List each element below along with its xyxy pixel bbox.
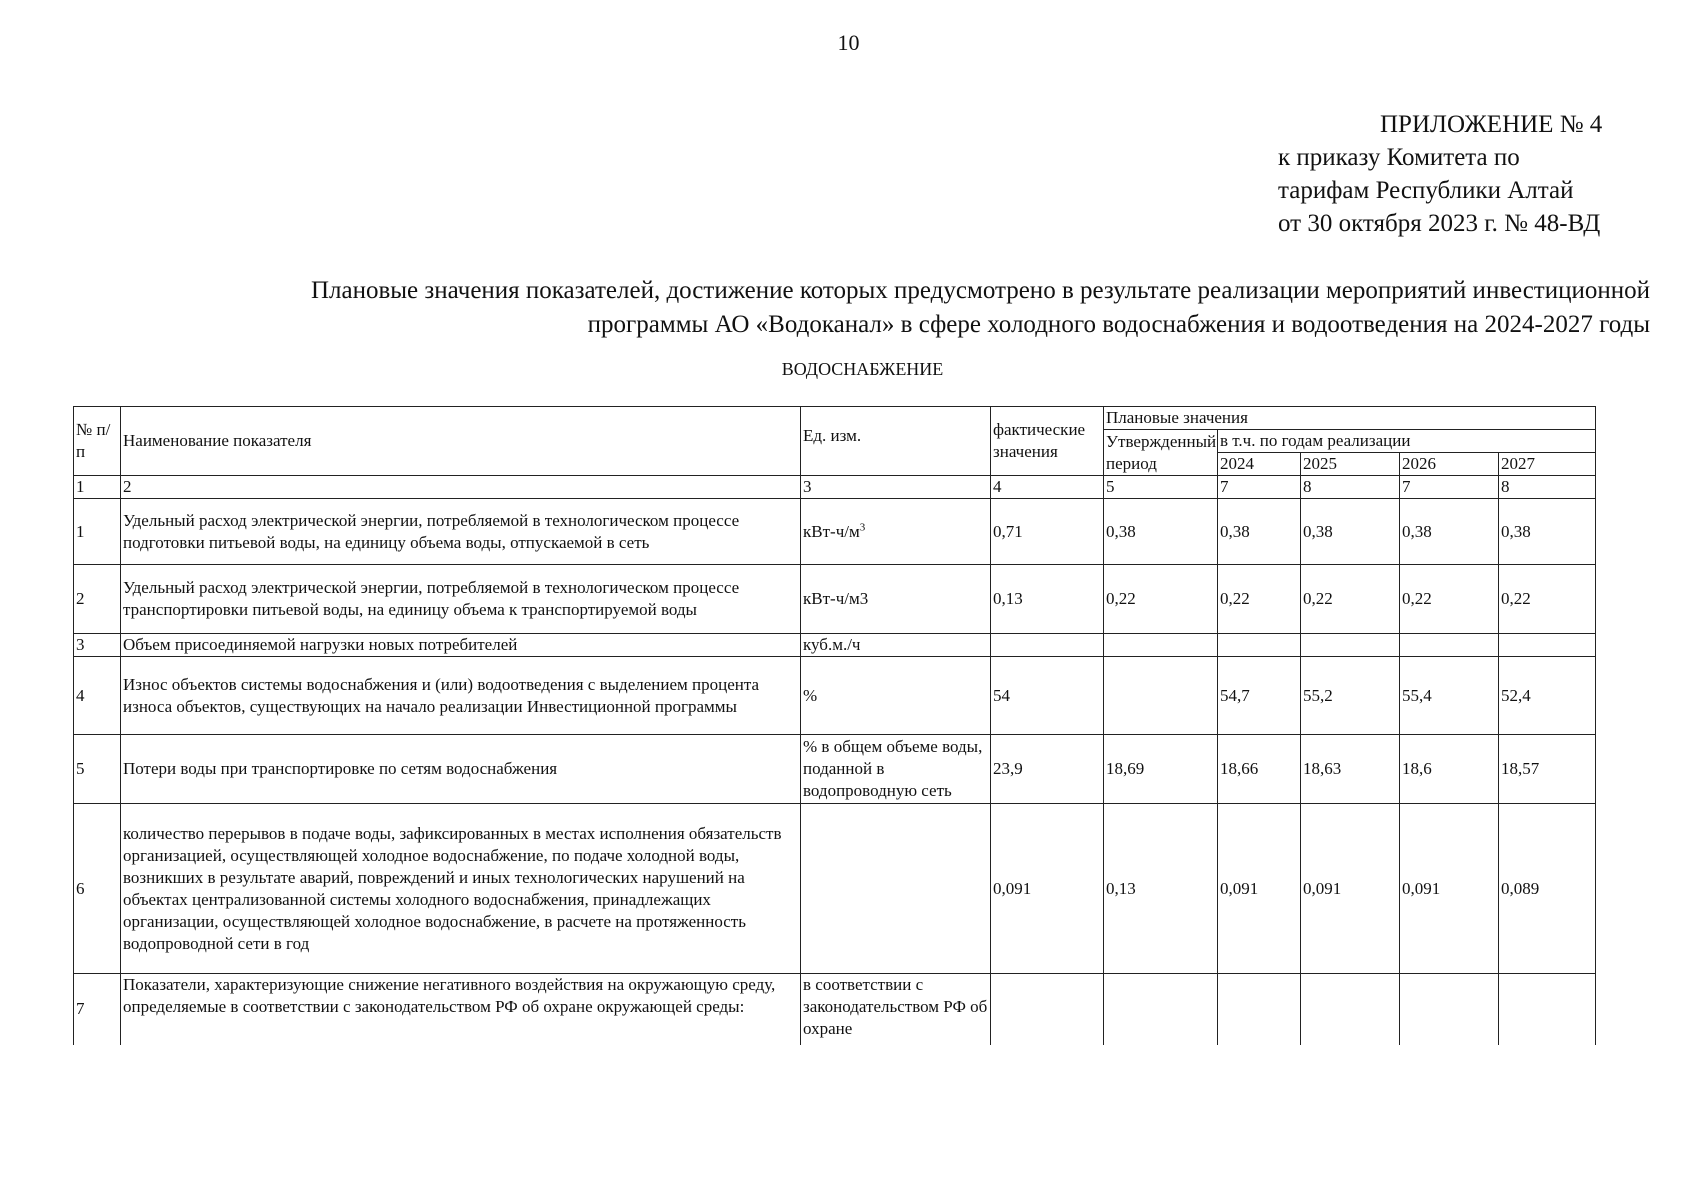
row-2025: 55,2	[1301, 657, 1400, 735]
row-2026: 55,4	[1400, 657, 1499, 735]
column-number: 1	[74, 476, 121, 499]
column-number-row	[74, 476, 1596, 499]
row-unit: %	[801, 657, 991, 735]
row-name: Износ объектов системы водоснабжения и (или) водоотведения с выделением процента износа объектов, существующих на начало реализации Инвестиционной программы	[121, 657, 801, 735]
row-2027: 0,38	[1499, 499, 1596, 565]
row-num: 2	[74, 565, 121, 634]
row-name: Потери воды при транспортировке по сетям водоснабжения	[121, 735, 801, 804]
table-row	[74, 499, 1596, 565]
table-row	[74, 804, 1596, 974]
row-2025: 18,63	[1301, 735, 1400, 804]
row-actual: 54	[991, 657, 1104, 735]
row-actual: 0,091	[991, 804, 1104, 974]
document-title	[100, 274, 1650, 342]
header-approved: Утвержденный период	[1104, 430, 1218, 476]
table-row	[74, 974, 1596, 1045]
header-unit: Ед. изм.	[801, 407, 991, 476]
row-2027: 52,4	[1499, 657, 1596, 735]
row-2024	[1218, 974, 1301, 1045]
row-2026	[1400, 974, 1499, 1045]
row-unit: кВт-ч/м3	[801, 565, 991, 634]
row-2025: 0,22	[1301, 565, 1400, 634]
column-number: 8	[1301, 476, 1400, 499]
column-number: 2	[121, 476, 801, 499]
row-unit: куб.м./ч	[801, 634, 991, 657]
table-row	[74, 634, 1596, 657]
row-unit: в соответствии с законодательством РФ об охране	[801, 974, 991, 1045]
row-num: 1	[74, 499, 121, 565]
row-name: Показатели, характеризующие снижение негативного воздействия на окружающую среду, определяемые в соответствии с законодательством РФ об охране окружающей среды:	[121, 974, 801, 1045]
page-number: 10	[837, 30, 860, 55]
row-num: 4	[74, 657, 121, 735]
row-unit-sup: 3	[859, 520, 866, 533]
row-2024: 0,22	[1218, 565, 1301, 634]
row-unit	[801, 499, 991, 565]
row-actual	[991, 634, 1104, 657]
row-unit	[801, 804, 991, 974]
header-year: 2025	[1301, 453, 1400, 476]
row-2027	[1499, 974, 1596, 1045]
row-actual: 0,13	[991, 565, 1104, 634]
row-approved: 18,69	[1104, 735, 1218, 804]
appendix-block	[1278, 108, 1602, 240]
document-title-line: Плановые значения показателей, достижение которых предусмотрено в результате реализации мероприятий инвестиционной	[310, 277, 1650, 304]
header-row	[74, 407, 1596, 430]
appendix-line: тарифам Республики Алтай	[1278, 177, 1574, 204]
table-row	[74, 565, 1596, 634]
column-number: 7	[1400, 476, 1499, 499]
header-year: 2027	[1499, 453, 1596, 476]
row-2025	[1301, 634, 1400, 657]
row-2024: 54,7	[1218, 657, 1301, 735]
header-num: № п/п	[74, 407, 121, 476]
header-year: 2024	[1218, 453, 1301, 476]
indicators-table	[73, 406, 1596, 1045]
row-2025	[1301, 974, 1400, 1045]
row-actual: 23,9	[991, 735, 1104, 804]
row-2027: 0,089	[1499, 804, 1596, 974]
row-2025: 0,38	[1301, 499, 1400, 565]
appendix-line: к приказу Комитета по	[1278, 144, 1520, 171]
column-number: 5	[1104, 476, 1218, 499]
row-2027: 18,57	[1499, 735, 1596, 804]
row-2026: 0,091	[1400, 804, 1499, 974]
row-approved: 0,13	[1104, 804, 1218, 974]
row-actual	[991, 974, 1104, 1045]
section-title-text: ВОДОСНАБЖЕНИЕ	[781, 359, 944, 379]
row-2027	[1499, 634, 1596, 657]
document-title-line: программы АО «Водоканал» в сфере холодного водоснабжения и водоотведения на 2024-2027 годы	[587, 311, 1650, 338]
row-2026: 0,22	[1400, 565, 1499, 634]
row-unit-text: кВт-ч/м	[803, 521, 860, 541]
row-name: количество перерывов в подаче воды, зафиксированных в местах исполнения обязательств организацией, осуществляющей холодное водоснабжение, по подаче холодной воды, возникших в результате аварий, повреждений и иных технологических нарушений на объектах централизованной системы холодного водоснабжения, принадлежащих организации, осуществляющей холодное водоснабжение, в расчете на протяженность водопроводной сети в год	[121, 804, 801, 974]
row-actual: 0,71	[991, 499, 1104, 565]
header-name: Наименование показателя	[121, 407, 801, 476]
row-num: 6	[74, 804, 121, 974]
header-by-years: в т.ч. по годам реализации	[1218, 430, 1596, 453]
header-actual: фактические значения	[991, 407, 1104, 476]
column-number: 8	[1499, 476, 1596, 499]
row-approved	[1104, 974, 1218, 1045]
row-num: 3	[74, 634, 121, 657]
row-unit: % в общем объеме воды, поданной в водопроводную сеть	[801, 735, 991, 804]
row-approved	[1104, 657, 1218, 735]
row-num: 5	[74, 735, 121, 804]
row-2024: 18,66	[1218, 735, 1301, 804]
row-name: Удельный расход электрической энергии, потребляемой в технологическом процессе транспортировки питьевой воды, на единицу объема к транспортируемой воды	[121, 565, 801, 634]
row-approved	[1104, 634, 1218, 657]
row-num: 7	[74, 974, 121, 1045]
row-2027: 0,22	[1499, 565, 1596, 634]
row-2026: 0,38	[1400, 499, 1499, 565]
row-2026: 18,6	[1400, 735, 1499, 804]
header-planned: Плановые значения	[1104, 407, 1596, 430]
column-number: 7	[1218, 476, 1301, 499]
row-2024: 0,38	[1218, 499, 1301, 565]
row-2024	[1218, 634, 1301, 657]
row-name: Объем присоединяемой нагрузки новых потребителей	[121, 634, 801, 657]
row-2024: 0,091	[1218, 804, 1301, 974]
column-number: 4	[991, 476, 1104, 499]
row-approved: 0,38	[1104, 499, 1218, 565]
row-approved: 0,22	[1104, 565, 1218, 634]
row-2025: 0,091	[1301, 804, 1400, 974]
row-name: Удельный расход электрической энергии, потребляемой в технологическом процессе подготовки питьевой воды, на единицу объема воды, отпускаемой в сеть	[121, 499, 801, 565]
table-row	[74, 735, 1596, 804]
appendix-line: от 30 октября 2023 г. № 48-ВД	[1278, 210, 1601, 237]
appendix-heading: ПРИЛОЖЕНИЕ № 4	[1380, 111, 1603, 138]
header-year: 2026	[1400, 453, 1499, 476]
section-title	[0, 359, 1697, 380]
row-2026	[1400, 634, 1499, 657]
table-row	[74, 657, 1596, 735]
column-number: 3	[801, 476, 991, 499]
